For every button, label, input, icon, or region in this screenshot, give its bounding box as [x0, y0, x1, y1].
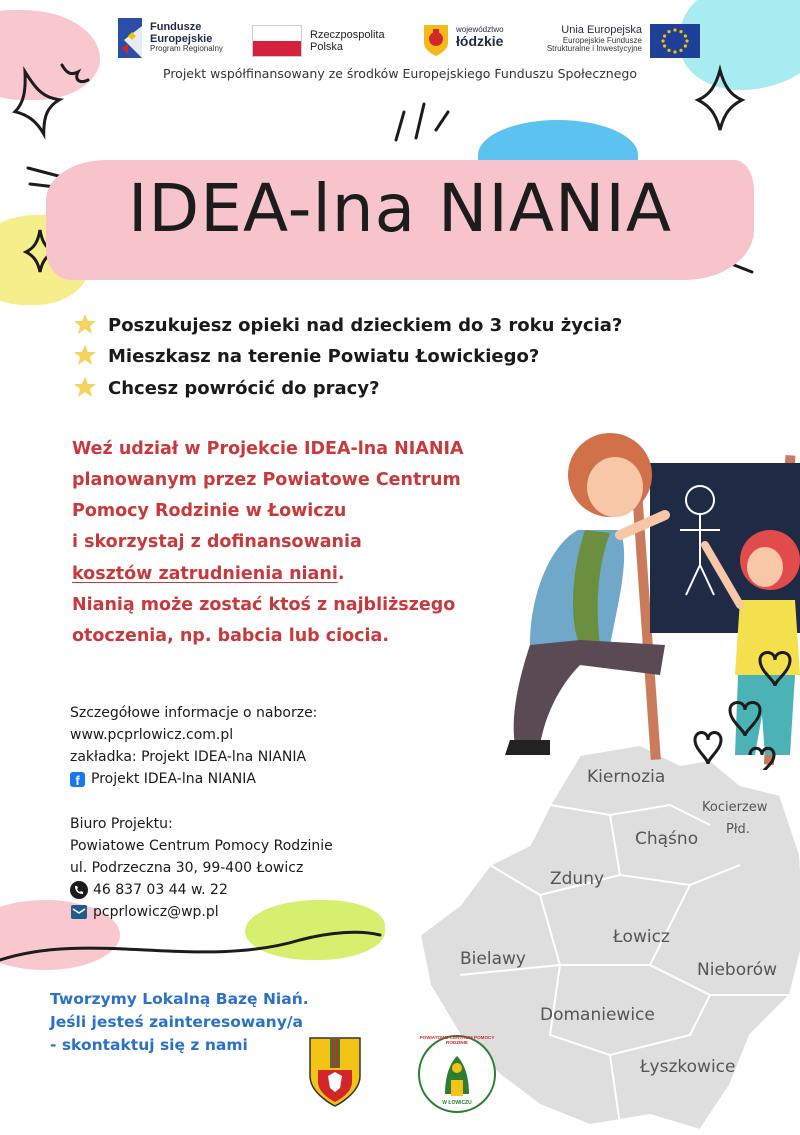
email-icon [70, 903, 88, 921]
facebook-text: Projekt IDEA-lna NIANIA [91, 771, 256, 787]
map-label-zduny: Zduny [550, 869, 605, 889]
question-2 [72, 343, 539, 369]
fe-line2: Europejskie [150, 32, 213, 45]
lodzkie-crest-icon [422, 23, 450, 57]
star-icon [72, 312, 98, 338]
invite-line-3: Pomocy Rodzinie w Łowiczu [72, 501, 347, 521]
page-title: IDEA-lna NIANIA [127, 170, 673, 247]
website-link[interactable]: www.pcprlowicz.com.pl [70, 727, 234, 743]
cofunding-note: Projekt współfinansowany ze środków Europejskiego Funduszu Społecznego [163, 66, 637, 81]
rzeczpospolita-logo [252, 25, 397, 59]
pcpr-bottom-text: W ŁOWICZU [442, 1100, 472, 1106]
star-icon [72, 343, 98, 369]
unia-europejska-logo [540, 22, 700, 62]
fe-star-icon [118, 18, 148, 58]
map-label-domaniewice: Domaniewice [540, 1005, 655, 1025]
hearts-doodle [690, 640, 800, 770]
invite-line-7: otoczenia, np. babcia lub ciocia. [72, 626, 390, 646]
lodzkie-logo [422, 23, 522, 59]
facebook-link[interactable] [70, 771, 256, 787]
invite-line-5 [72, 566, 344, 584]
fe-line3: Program Regionalny [150, 44, 223, 54]
map-label-bielawy: Bielawy [460, 949, 526, 969]
eu-flag-icon [650, 24, 700, 58]
invite-underlined: kosztów zatrudnienia niani [72, 564, 338, 584]
question-3 [72, 375, 380, 401]
details-line-1: Szczegółowe informacje o naborze: [70, 705, 318, 721]
details-line-3: zakładka: Projekt IDEA-lna NIANIA [70, 749, 307, 765]
pcpr-logo [417, 1034, 497, 1114]
office-label: Biuro Projektu: [70, 816, 173, 832]
ue-line3: Strukturalne i Inwestycyjne [546, 43, 642, 53]
invite-line-6: Nianią może zostać ktoś z najbliższego [72, 595, 456, 615]
phone-text: 46 837 03 44 w. 22 [93, 882, 228, 898]
polish-flag-icon [252, 25, 302, 57]
map-label-kocierzew: Kocierzew [702, 800, 768, 815]
question-text: Chcesz powrócić do pracy? [108, 377, 380, 399]
pcpr-ring-text: POWIATOWE CENTRUM POMOCY RODZINIE [419, 1035, 495, 1045]
question-1 [72, 312, 622, 338]
map-label-chasno: Chąśno [635, 829, 699, 849]
email-text: pcprlowicz@wp.pl [93, 904, 219, 920]
cta-line-2: Jeśli jesteś zainteresowany/a [50, 1013, 303, 1031]
phone-icon [70, 881, 88, 899]
map-label-lyszkowice: Łyszkowice [640, 1057, 736, 1077]
invite-line-1: Weź udział w Projekcie IDEA-lna NIANIA [72, 439, 464, 459]
invite-line-4: i skorzystaj z dofinansowania [72, 532, 362, 552]
question-text: Mieszkasz na terenie Powiatu Łowickiego? [108, 345, 540, 367]
cta-line-3: - skontaktuj się z nami [50, 1036, 248, 1054]
office-address: ul. Podrzeczna 30, 99-400 Łowicz [70, 860, 304, 876]
map-label-kocierzew-pld: Płd. [726, 822, 750, 837]
map-label-nieborow: Nieborów [697, 960, 778, 980]
ue-line1: Unia Europejska [561, 24, 642, 36]
fundusze-europejskie-logo [118, 18, 228, 62]
invite-period: . [337, 564, 345, 584]
rp-line2: Polska [310, 40, 344, 53]
map-label-kiernozia: Kiernozia [587, 767, 666, 787]
office-name: Powiatowe Centrum Pomocy Rodzinie [70, 838, 333, 854]
star-icon [72, 375, 98, 401]
question-text: Poszukujesz opieki nad dzieckiem do 3 roku życia? [108, 314, 623, 336]
phone-link[interactable] [70, 881, 228, 899]
ue-line2: Europejskie Fundusze [562, 35, 642, 45]
facebook-icon: f [70, 772, 85, 787]
lowicz-county-crest [308, 1036, 362, 1108]
map-label-lowicz: Łowicz [613, 927, 670, 947]
invite-line-2: planowanym przez Powiatowe Centrum [72, 470, 461, 490]
lodzkie-line2: łódzkie [456, 33, 504, 50]
cta-line-1: Tworzymy Lokalną Bazę Niań. [50, 990, 309, 1008]
lodzkie-line1: województwo [456, 25, 504, 34]
fe-line1: Fundusze [150, 21, 202, 33]
rp-line1: Rzeczpospolita [310, 29, 385, 41]
email-link[interactable] [70, 903, 219, 921]
